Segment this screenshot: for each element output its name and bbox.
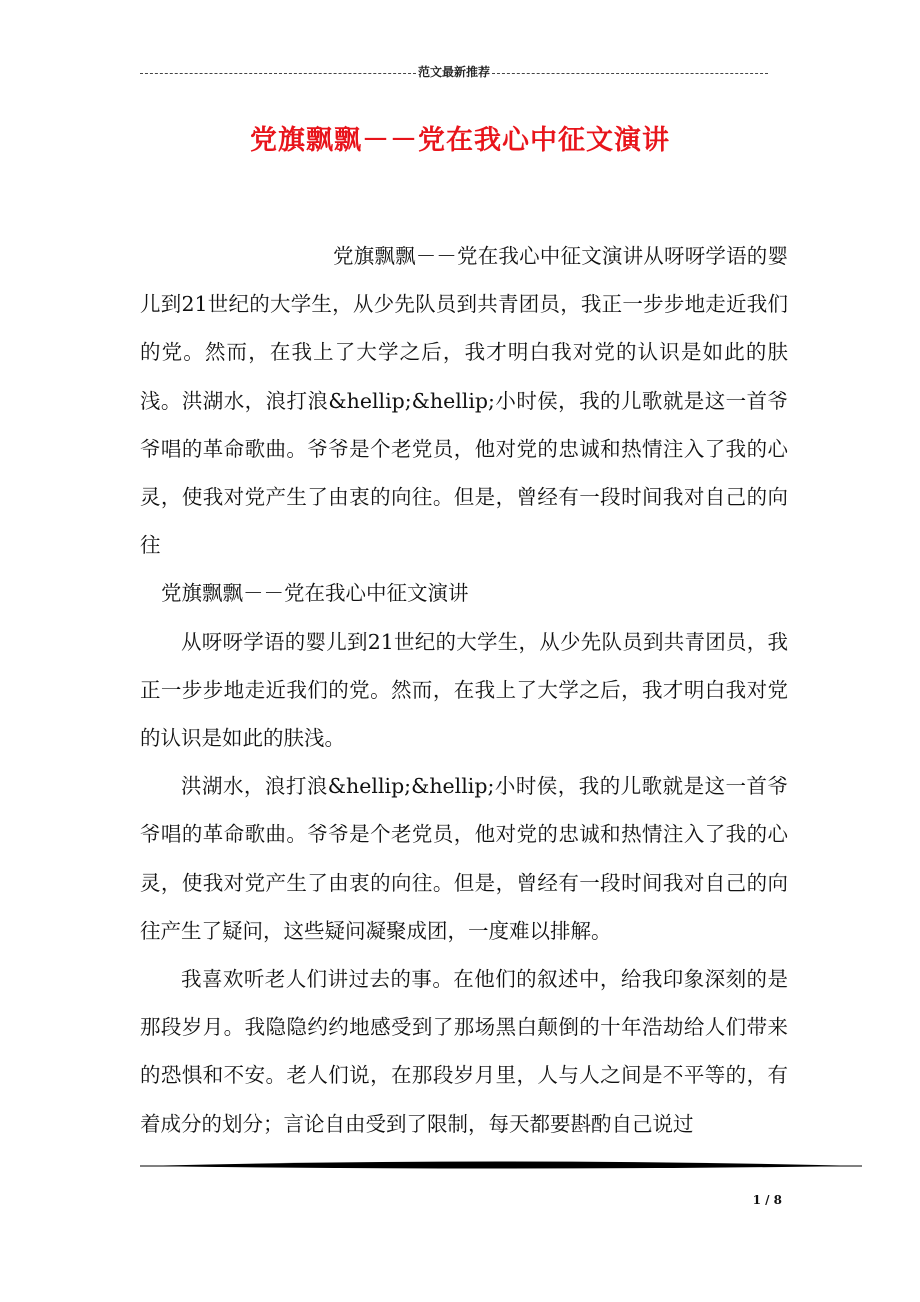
header-dash-left [140,73,416,74]
header-label: 范文最新推荐 [418,65,491,79]
page-header [140,64,768,80]
footer-rule [140,1159,862,1173]
intro-paragraph: 党旗飘飘－－党在我心中征文演讲从呀呀学语的婴儿到21世纪的大学生，从少先队员到共青团员，我正一步步地走近我们的党。然而，在我上了大学之后，我才明白我对党的认识是如此的肤浅。洪湖水，浪打浪&hellip;&hellip;小时侯，我的儿歌就是这一首爷爷唱的革命歌曲。爷爷是个老党员，他对党的忠诚和热情注入了我的心灵，使我对党产生了由衷的向往。但是，曾经有一段时间我对自己的向往 [140,244,788,558]
subtitle-line: 党旗飘飘－－党在我心中征文演讲 [161,581,469,606]
document-body [140,232,788,1148]
body-paragraph-1: 从呀呀学语的婴儿到21世纪的大学生，从少先队员到共青团员，我正一步步地走近我们的党。然而，在我上了大学之后，我才明白我对党的认识是如此的肤浅。 [140,629,788,751]
body-paragraph-2: 洪湖水，浪打浪&hellip;&hellip;小时侯，我的儿歌就是这一首爷爷唱的革命歌曲。爷爷是个老党员，他对党的忠诚和热情注入了我的心灵，使我对党产生了由衷的向往。但是，曾经有一段时间我对自己的向往产生了疑问，这些疑问凝聚成团，一度难以排解。 [140,774,788,943]
body-paragraph-3: 我喜欢听老人们讲过去的事。在他们的叙述中，给我印象深刻的是那段岁月。我隐隐约约地感受到了那场黑白颠倒的十年浩劫给人们带来的恐惧和不安。老人们说，在那段岁月里，人与人之间是不平等的，有着成分的划分；言论自由受到了限制，每天都要斟酌自己说过 [140,967,788,1136]
page-number: 1 / 8 [752,1193,782,1207]
document-title: 党旗飘飘－－党在我心中征文演讲 [250,125,670,156]
header-dash-right [492,73,768,74]
